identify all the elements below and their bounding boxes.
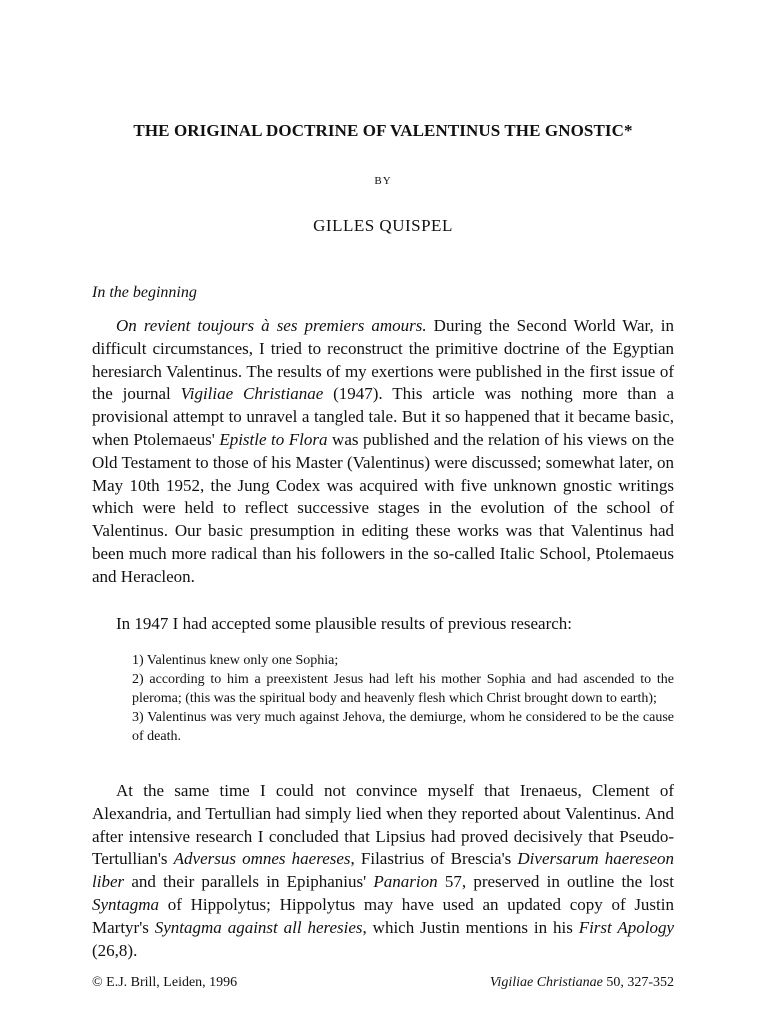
p3-text-f: , which Justin mentions in his xyxy=(362,917,579,937)
footer-copyright: © E.J. Brill, Leiden, 1996 xyxy=(92,975,238,990)
section-heading: In the beginning xyxy=(92,284,197,301)
p3-text-d: 57, preserved in outline the lost xyxy=(437,872,674,892)
paper-page xyxy=(92,0,674,1024)
p3-text-a: At the same time I could not convince myself that Irenaeus, Clement of Alexandria, and Tertullian had simply lied when they reported about Valentinus. And after intensive research I concluded that Lipsius had proved decisively that Pseudo-Tertullian's xyxy=(92,781,674,869)
p3-text-b: , Filastrius of Brescia's xyxy=(350,849,518,869)
paragraph-1 xyxy=(92,315,674,589)
p3-text-e: of Hippolytus; Hippolytus may have used an updated copy of Justin Martyr's xyxy=(92,894,674,937)
list-item: 2) according to him a preexistent Jesus had left his mother Sophia and had ascended to the pleroma; (this was the spiritual body and heavenly flesh which Christ brought down to earth); xyxy=(132,672,674,706)
epistle-title: Epistle to Flora xyxy=(219,429,328,449)
adversus-title: Adversus omnes haereses xyxy=(173,849,351,869)
by-line: BY xyxy=(374,175,392,187)
panarion-title: Panarion xyxy=(373,872,438,892)
p3-text-g: (26,8). xyxy=(92,940,138,960)
footer-journal-reference xyxy=(490,975,674,991)
p1-text-a: During the Second World War, in difficult circumstances, I tried to reconstruct the primitive doctrine of the Egyptian heresiarch Valentinus. The results of my exertions were published in the first issue of the journal xyxy=(92,316,674,404)
journal-title: Vigiliae Christianae xyxy=(180,384,324,404)
footer-journal-name: Vigiliae Christianae xyxy=(489,975,603,990)
article-title: THE ORIGINAL DOCTRINE OF VALENTINUS THE GNOSTIC* xyxy=(133,121,633,140)
footer-journal-pages: 50, 327-352 xyxy=(602,975,674,990)
syntagma-all-title: Syntagma against all heresies xyxy=(154,917,363,937)
p3-text-c: and their parallels in Epiphanius' xyxy=(124,872,374,892)
p1-text-c: was published and the relation of his views on the Old Testament to those of his Master (Valentinus) were discussed; somewhat later, on May 10th 1952, the Jung Codex was acquired with five unknown gnostic writings which were held to reflect successive stages in the evolution of the school of Valentinus. Our basic presumption in editing these works was that Valentinus had been much more radical than his followers in the so-called Italic School, Ptolemaeus and Heracleon. xyxy=(92,429,674,586)
paragraph-3 xyxy=(92,780,674,962)
syntagma-title: Syntagma xyxy=(92,894,160,914)
paragraph-2: In 1947 I had accepted some plausible results of previous research: xyxy=(116,614,573,633)
diversarum-title: Diversarum haereseon liber xyxy=(92,849,674,892)
list-item: 1) Valentinus knew only one Sophia; xyxy=(132,653,339,668)
author-name: GILLES QUISPEL xyxy=(313,216,453,235)
french-epigraph: On revient toujours à ses premiers amours. xyxy=(116,316,427,335)
list-item: 3) Valentinus was very much against Jehova, the demiurge, whom he considered to be the cause of death. xyxy=(132,710,674,744)
numbered-list xyxy=(132,651,674,746)
first-apology-title: First Apology xyxy=(578,917,674,937)
p1-text-b: (1947). This article was nothing more than a provisional attempt to unravel a tangled tale. But it so happened that it became basic, when Ptolemaeus' xyxy=(92,384,675,449)
